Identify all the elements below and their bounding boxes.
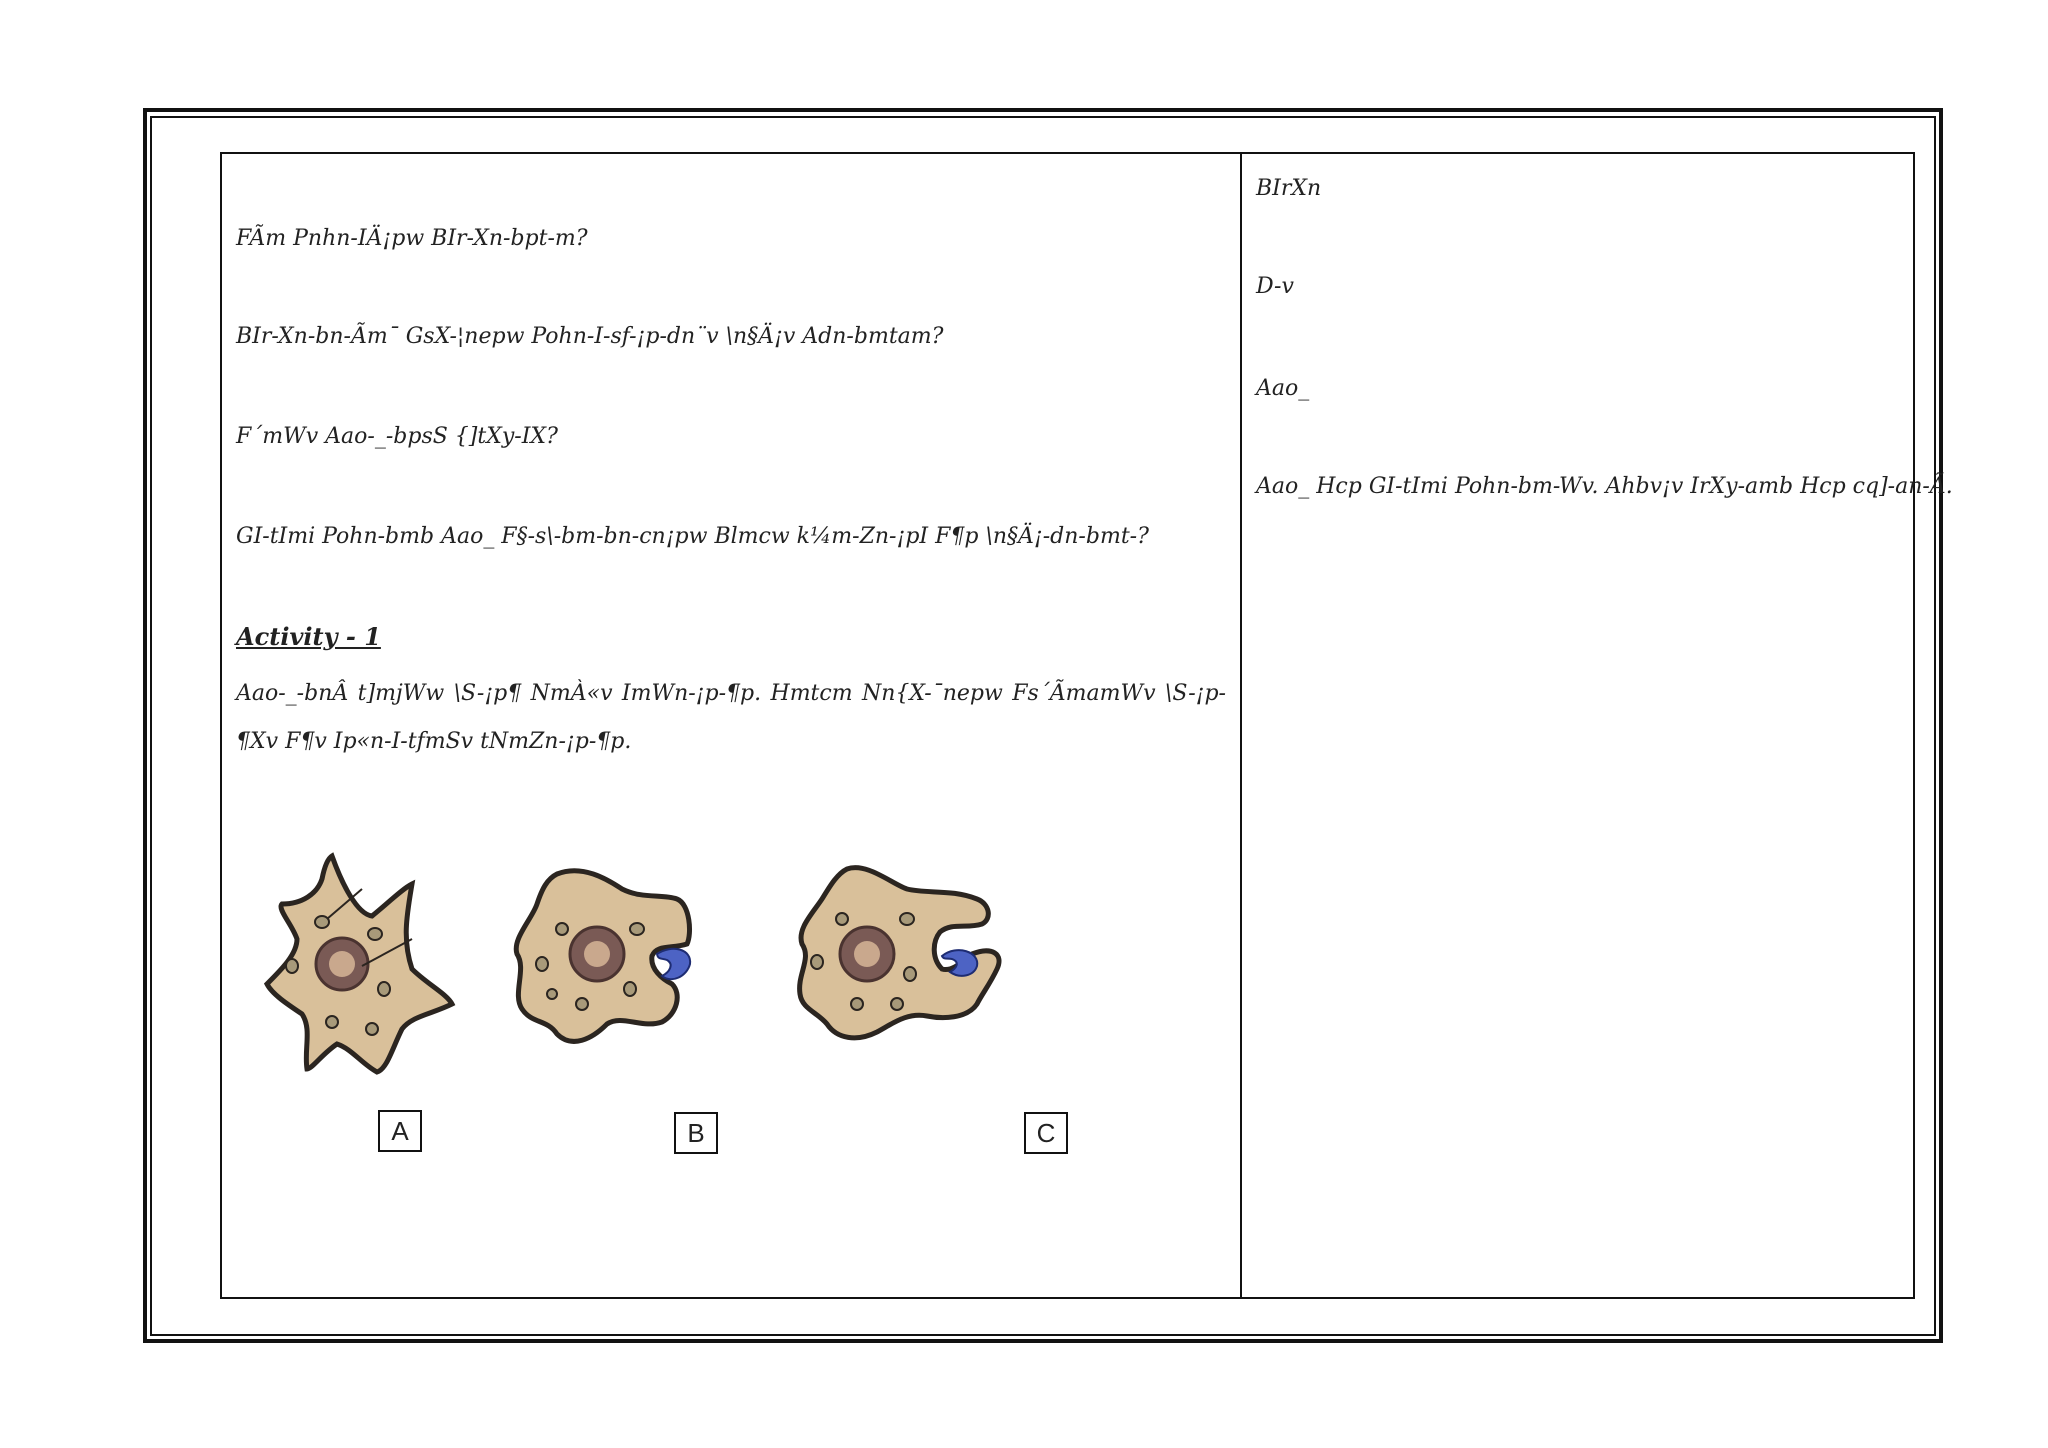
activity-heading: Activity - 1 xyxy=(236,622,381,651)
figure-label-c: C xyxy=(1024,1112,1068,1154)
question-3: F´mWv Aao-_-bpsS {]tXy-IX? xyxy=(236,424,558,449)
figure-label-b: B xyxy=(674,1112,718,1154)
answer-4: Aao_ Hcp GI-tImi Pohn-bm-Wv. Ahbv¡v IrXy-amb Hcp cq]-an-Ã. xyxy=(1256,474,1953,499)
column-divider xyxy=(1240,154,1242,1297)
lesson-table xyxy=(220,152,1953,1299)
question-2: BIr-Xn-bn-Ãm¯ GsX-¦nepw Pohn-I-sf-¡p-dn¨v \n§Ä¡v Adn-bmtam? xyxy=(236,324,944,349)
question-4: GI-tImi Pohn-bmb Aao_ F§-s\-bm-bn-cn¡pw Blmcw k¼m-Zn-¡pI F¶p \n§Ä¡-dn-bmt-? xyxy=(236,524,1149,549)
answer-3: Aao_ xyxy=(1256,376,1310,401)
amoeba-figure-c xyxy=(792,844,1022,1064)
amoeba-figure-a xyxy=(262,844,462,1084)
amoeba-figure-b xyxy=(512,844,732,1064)
answer-1: BIrXn xyxy=(1256,176,1322,201)
activity-text: Aao-_-bnÂ t]mjWw \S-¡p¶ NmÀ«v ImWn-¡p-¶p. Hmtcm Nn{X-¯nepw Fs´ÃmamWv \S-¡p-¶Xv F¶v Ip«n-I-tfmSv tNmZn-¡p-¶p. xyxy=(236,681,1226,754)
answer-2: D-v xyxy=(1256,274,1294,299)
figure-label-a: A xyxy=(378,1110,422,1152)
question-1: FÃm Pnhn-IÄ¡pw BIr-Xn-bpt-m? xyxy=(236,226,588,251)
